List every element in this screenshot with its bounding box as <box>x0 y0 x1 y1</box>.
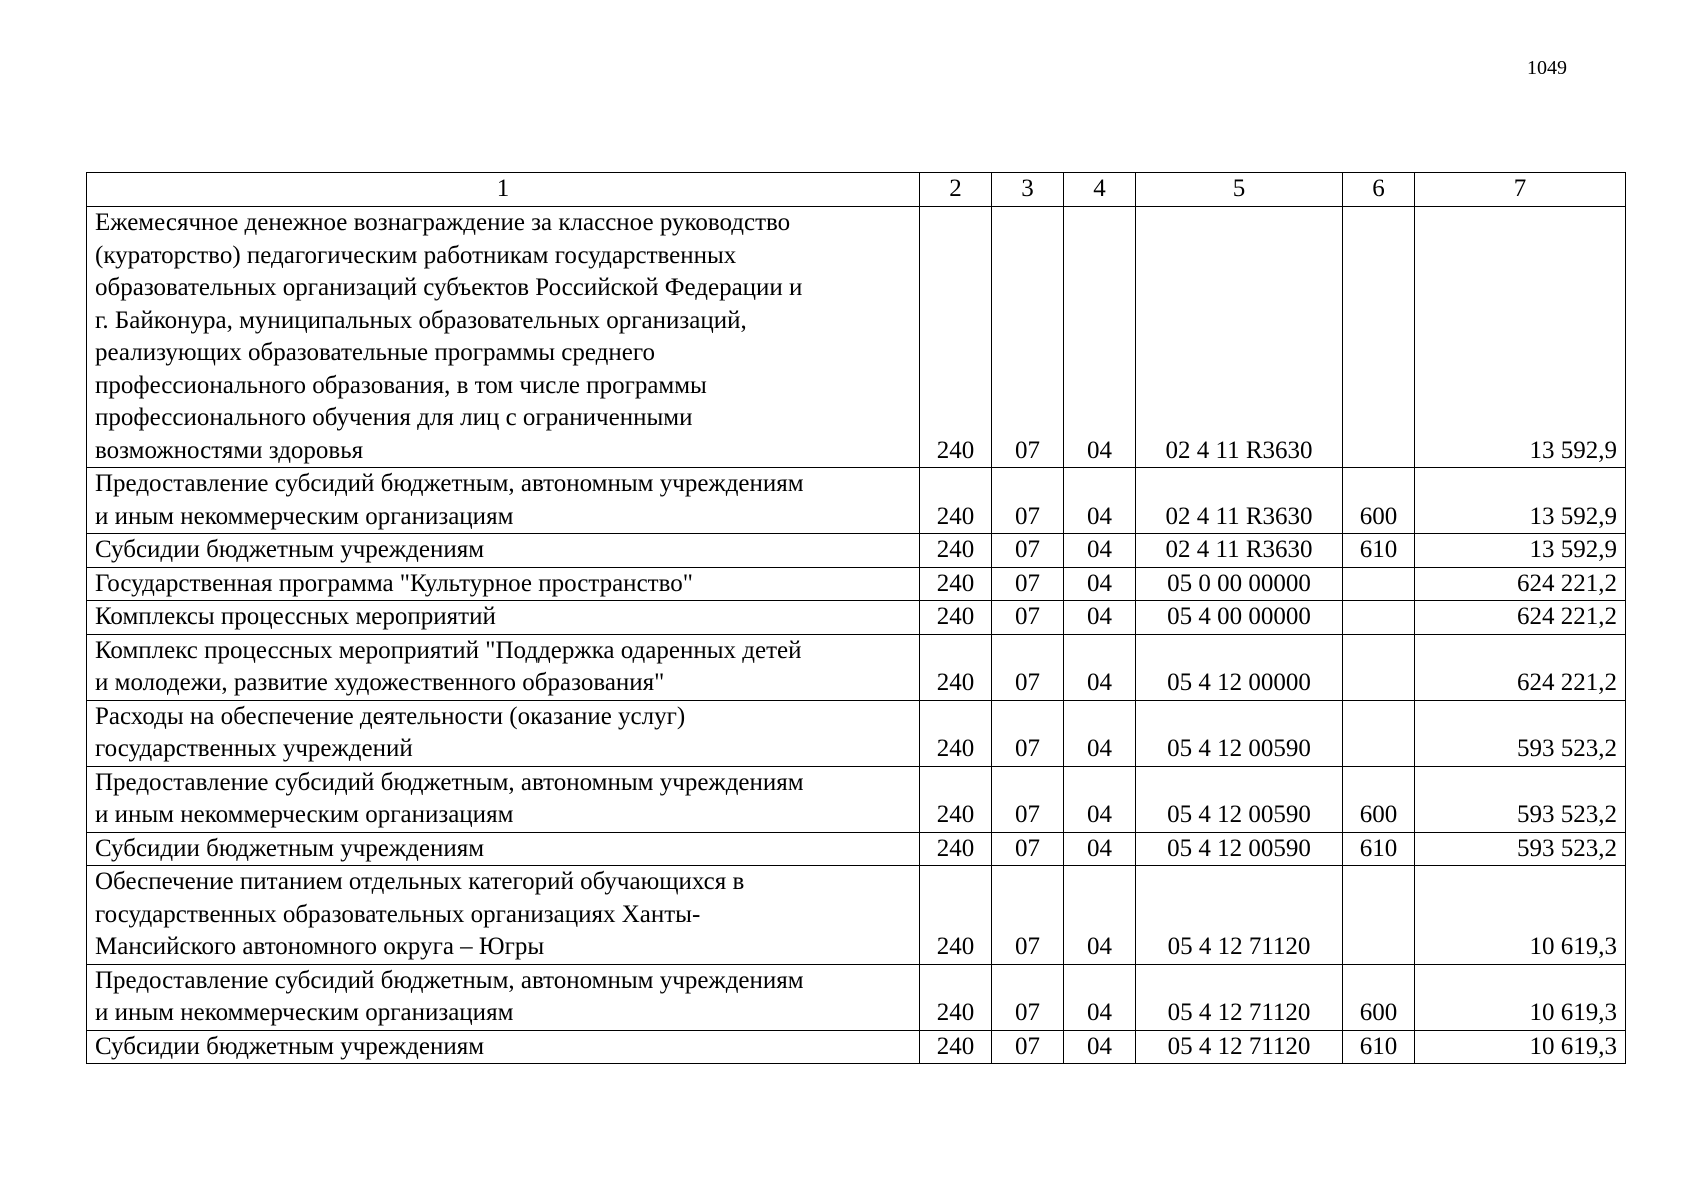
table-row <box>87 468 1626 534</box>
cell-col-2: 240 <box>920 866 992 965</box>
column-header-6: 6 <box>1343 173 1415 207</box>
cell-col-6 <box>1343 700 1415 766</box>
cell-col-5: 05 4 00 00000 <box>1136 601 1343 635</box>
table-row <box>87 534 1626 568</box>
table-row <box>87 766 1626 832</box>
cell-col-6: 610 <box>1343 534 1415 568</box>
cell-description <box>87 1030 920 1064</box>
description-line: Мансийского автономного округа – Югры <box>95 933 545 960</box>
description-line: Обеспечение питанием отдельных категорий обучающихся в <box>95 868 745 895</box>
cell-col-4: 04 <box>1064 832 1136 866</box>
cell-col-3: 07 <box>992 700 1064 766</box>
cell-col-4: 04 <box>1064 700 1136 766</box>
cell-col-2: 240 <box>920 964 992 1030</box>
header-row <box>87 173 1626 207</box>
cell-col-5: 05 4 12 00000 <box>1136 634 1343 700</box>
cell-col-5: 02 4 11 R3630 <box>1136 534 1343 568</box>
cell-col-2: 240 <box>920 766 992 832</box>
cell-col-3: 07 <box>992 634 1064 700</box>
cell-col-6: 610 <box>1343 832 1415 866</box>
column-header-5: 5 <box>1136 173 1343 207</box>
cell-col-4: 04 <box>1064 766 1136 832</box>
cell-col-3: 07 <box>992 766 1064 832</box>
cell-col-2: 240 <box>920 832 992 866</box>
cell-col-6 <box>1343 567 1415 601</box>
cell-col-2: 240 <box>920 601 992 635</box>
cell-description <box>87 832 920 866</box>
cell-col-7: 624 221,2 <box>1415 634 1626 700</box>
cell-col-5: 05 4 12 71120 <box>1136 866 1343 965</box>
column-header-3: 3 <box>992 173 1064 207</box>
cell-col-3: 07 <box>992 601 1064 635</box>
cell-col-4: 04 <box>1064 567 1136 601</box>
cell-description <box>87 534 920 568</box>
budget-table <box>86 172 1626 1064</box>
table-row <box>87 634 1626 700</box>
cell-col-5: 05 4 12 00590 <box>1136 832 1343 866</box>
cell-col-3: 07 <box>992 866 1064 965</box>
cell-col-2: 240 <box>920 534 992 568</box>
description-line: Государственная программа "Культурное пространство" <box>95 569 693 597</box>
cell-col-5: 02 4 11 R3630 <box>1136 468 1343 534</box>
cell-col-7: 13 592,9 <box>1415 207 1626 468</box>
description-line: Комплекс процессных мероприятий "Поддержка одаренных детей <box>95 636 802 664</box>
cell-col-7: 593 523,2 <box>1415 700 1626 766</box>
cell-col-5: 05 4 12 71120 <box>1136 1030 1343 1064</box>
cell-col-3: 07 <box>992 567 1064 601</box>
description-line: Субсидии бюджетным учреждениям <box>95 536 485 563</box>
description-line: г. Байконура, муниципальных образовательных организаций, <box>95 306 747 334</box>
description-line: Комплексы процессных мероприятий <box>95 603 496 630</box>
description-line: государственных учреждений <box>95 735 413 762</box>
cell-col-3: 07 <box>992 832 1064 866</box>
cell-col-5: 05 4 12 71120 <box>1136 964 1343 1030</box>
page-number: 1049 <box>1527 57 1567 79</box>
cell-description <box>87 766 920 832</box>
cell-description <box>87 468 920 534</box>
cell-col-7: 624 221,2 <box>1415 601 1626 635</box>
cell-col-4: 04 <box>1064 634 1136 700</box>
description-line: образовательных организаций субъектов Российской Федерации и <box>95 274 803 301</box>
cell-col-6 <box>1343 866 1415 965</box>
cell-description <box>87 866 920 965</box>
cell-col-3: 07 <box>992 468 1064 534</box>
column-header-4: 4 <box>1064 173 1136 207</box>
cell-col-6: 600 <box>1343 468 1415 534</box>
cell-col-3: 07 <box>992 207 1064 468</box>
cell-col-7: 593 523,2 <box>1415 766 1626 832</box>
cell-col-5: 05 4 12 00590 <box>1136 700 1343 766</box>
cell-col-6: 600 <box>1343 964 1415 1030</box>
description-line: Предоставление субсидий бюджетным, автономным учреждениям <box>95 470 804 497</box>
cell-description <box>87 601 920 635</box>
cell-col-7: 624 221,2 <box>1415 567 1626 601</box>
cell-description <box>87 207 920 468</box>
table-row <box>87 207 1626 468</box>
table-row <box>87 700 1626 766</box>
cell-col-6: 610 <box>1343 1030 1415 1064</box>
cell-col-7: 13 592,9 <box>1415 534 1626 568</box>
table-row <box>87 1030 1626 1064</box>
cell-col-4: 04 <box>1064 207 1136 468</box>
description-line: профессионального образования, в том числе программы <box>95 371 707 399</box>
cell-col-4: 04 <box>1064 866 1136 965</box>
description-line: и иным некоммерческим организациям <box>95 502 514 530</box>
cell-col-4: 04 <box>1064 468 1136 534</box>
cell-col-4: 04 <box>1064 964 1136 1030</box>
table-row <box>87 832 1626 866</box>
cell-col-2: 240 <box>920 567 992 601</box>
cell-col-5: 05 0 00 00000 <box>1136 567 1343 601</box>
description-line: и молодежи, развитие художественного образования" <box>95 669 665 696</box>
cell-col-7: 13 592,9 <box>1415 468 1626 534</box>
cell-col-7: 10 619,3 <box>1415 866 1626 965</box>
cell-col-5: 05 4 12 00590 <box>1136 766 1343 832</box>
cell-col-4: 04 <box>1064 601 1136 635</box>
cell-col-7: 10 619,3 <box>1415 1030 1626 1064</box>
cell-col-2: 240 <box>920 634 992 700</box>
description-line: (кураторство) педагогическим работникам государственных <box>95 241 737 269</box>
cell-col-3: 07 <box>992 1030 1064 1064</box>
description-line: Субсидии бюджетным учреждениям <box>95 1032 485 1060</box>
cell-col-5: 02 4 11 R3630 <box>1136 207 1343 468</box>
cell-description <box>87 964 920 1030</box>
description-line: Предоставление субсидий бюджетным, автономным учреждениям <box>95 966 804 994</box>
cell-col-4: 04 <box>1064 1030 1136 1064</box>
cell-col-3: 07 <box>992 964 1064 1030</box>
description-line: Расходы на обеспечение деятельности (оказание услуг) <box>95 702 686 730</box>
cell-col-2: 240 <box>920 1030 992 1064</box>
cell-col-7: 10 619,3 <box>1415 964 1626 1030</box>
cell-col-6 <box>1343 601 1415 635</box>
cell-description <box>87 567 920 601</box>
cell-col-4: 04 <box>1064 534 1136 568</box>
description-line: Субсидии бюджетным учреждениям <box>95 834 485 862</box>
cell-description <box>87 634 920 700</box>
column-header-2: 2 <box>920 173 992 207</box>
cell-col-2: 240 <box>920 207 992 468</box>
description-line: государственных образовательных организациях Ханты- <box>95 900 701 928</box>
table-row <box>87 964 1626 1030</box>
cell-col-3: 07 <box>992 534 1064 568</box>
cell-col-6 <box>1343 207 1415 468</box>
table-row <box>87 866 1626 965</box>
description-line: и иным некоммерческим организациям <box>95 801 514 828</box>
cell-col-2: 240 <box>920 700 992 766</box>
description-line: Ежемесячное денежное вознаграждение за классное руководство <box>95 209 791 236</box>
table-row <box>87 601 1626 635</box>
column-header-1: 1 <box>87 173 920 207</box>
description-line: возможностями здоровья <box>95 436 364 464</box>
description-line: Предоставление субсидий бюджетным, автономным учреждениям <box>95 768 804 796</box>
cell-col-6: 600 <box>1343 766 1415 832</box>
column-header-7: 7 <box>1415 173 1626 207</box>
description-line: реализующих образовательные программы среднего <box>95 339 655 366</box>
table-row <box>87 567 1626 601</box>
table-body <box>87 207 1626 1064</box>
cell-col-6 <box>1343 634 1415 700</box>
cell-col-7: 593 523,2 <box>1415 832 1626 866</box>
cell-description <box>87 700 920 766</box>
description-line: и иным некоммерческим организациям <box>95 999 514 1026</box>
description-line: профессионального обучения для лиц с ограниченными <box>95 404 693 431</box>
cell-col-2: 240 <box>920 468 992 534</box>
